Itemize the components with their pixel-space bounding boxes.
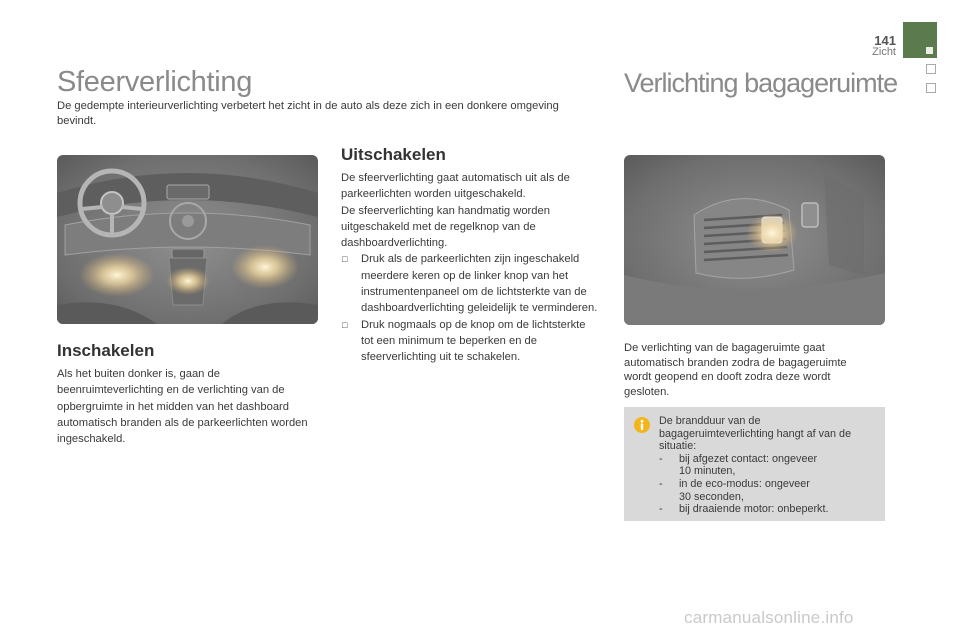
info-text: De brandduur van de bagageruimteverlichting hangt af van de situatie:: [659, 415, 852, 453]
intro-text: De gedempte interieurverlichting verbetert het zicht in de auto als deze zich in een donkere omgeving bevindt.: [57, 100, 559, 127]
watermark[interactable]: carmanualsonline.info: [684, 608, 854, 627]
list-item: □ Druk als de parkeerlichten zijn ingeschakeld meerdere keren op de linker knop van het instrumentenpaneel om de lichtsterkte van de dashboardverlichting geleidelijk te verminderen.: [342, 253, 598, 315]
bagageruimte-text: De verlichting van de bagageruimte gaat automatisch branden zodra de bagageruimte wordt geopend en dooft zodra deze wordt gesloten.: [624, 342, 847, 398]
section-tab-empty[interactable]: [926, 64, 936, 74]
uitschakelen-block: [341, 170, 599, 366]
section-title-right: Verlichting bagageruimte: [624, 68, 898, 98]
heading-uitschakelen: Uitschakelen: [341, 145, 446, 164]
list-item: - bij afgezet contact: ongeveer: [659, 452, 818, 465]
uitschakelen-text-2: De sfeerverlichting kan handmatig worden uitgeschakeld met de regelknop van de dashboardverlichting.: [341, 204, 550, 250]
list-item: □ Druk nogmaals op de knop om de lichtsterkte tot een minimum te beperken en de sfeerverlichting uit te schakelen.: [342, 318, 586, 364]
luggage-compartment-illustration: [624, 155, 885, 325]
section-tab-empty[interactable]: [926, 83, 936, 93]
list-item: - in de eco-modus: ongeveer: [659, 477, 810, 490]
info-icon: [634, 417, 650, 433]
page-number: 141: [874, 33, 896, 48]
list-item-continuation: 10 minuten,: [679, 465, 736, 478]
info-box: [624, 407, 885, 521]
section-tab[interactable]: [903, 22, 937, 58]
inschakelen-text: Als het buiten donker is, gaan de beenruimteverlichting en de verlichting van de opbergruimte in het midden van het dashboard automatisch branden als de parkeerlichten worden ingeschakeld.: [57, 368, 308, 446]
list-item: - bij draaiende motor: onbeperkt.: [659, 503, 829, 516]
section-name: Zicht: [872, 46, 896, 58]
list-item-continuation: 30 seconden,: [679, 490, 744, 503]
uitschakelen-text-1: De sfeerverlichting gaat automatisch uit als de parkeerlichten worden uitgeschakeld.: [341, 172, 570, 201]
checkbox-bullet-icon: □: [342, 319, 348, 330]
page-title: Sfeerverlichting: [57, 66, 253, 98]
heading-inschakelen: Inschakelen: [57, 341, 155, 360]
dashboard-illustration: [57, 155, 318, 324]
checkbox-bullet-icon: □: [342, 254, 348, 265]
tab-marker-icon: [926, 47, 933, 54]
